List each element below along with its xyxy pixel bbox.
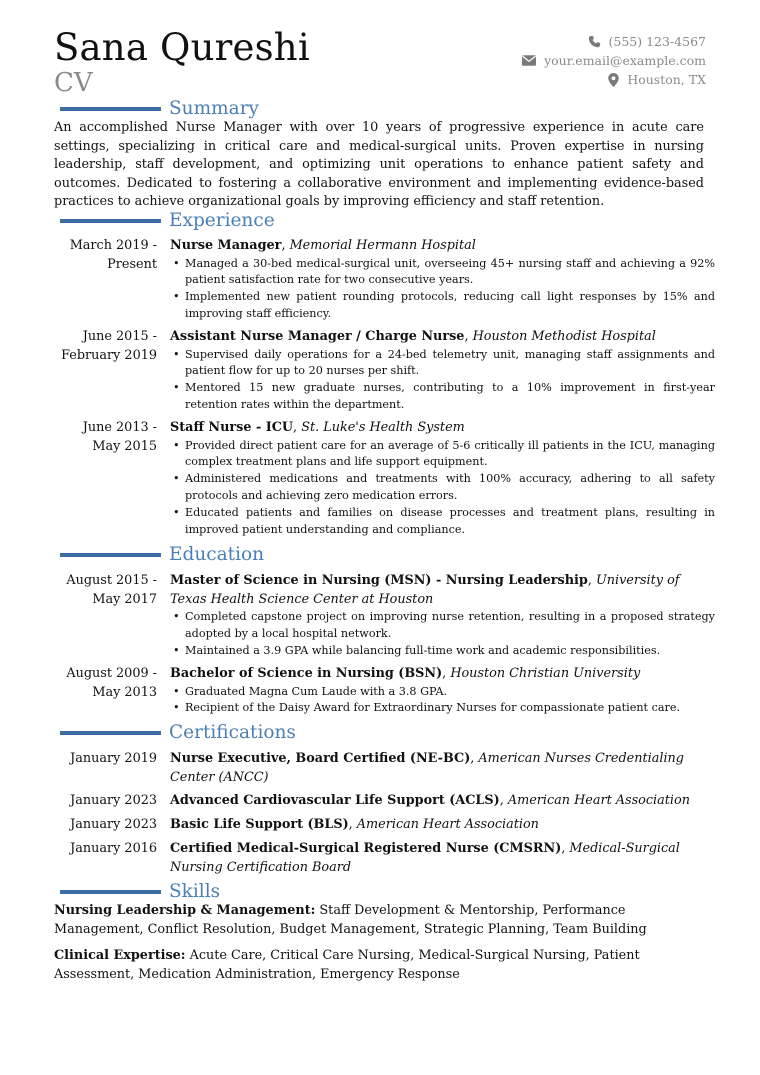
section-title: Certifications <box>169 722 296 743</box>
bullet-list <box>170 684 715 718</box>
skill-group-text: Acute Care, Critical Care Nursing, Medical-Surgical Nursing, Patient Assessment, Medication Administration, Emergency Response <box>54 948 640 982</box>
entry-date <box>54 237 157 274</box>
list-item: • Supervised daily operations for a 24-bed telemetry unit, managing staff assignments and patient flow for up to 20 nurses per shift. <box>170 347 715 381</box>
skills-section-header <box>60 880 720 904</box>
issuer: American Heart Association <box>356 817 539 832</box>
section-accent-bar <box>60 890 161 894</box>
contact-block <box>522 32 706 89</box>
entry-body <box>170 750 715 787</box>
employer: Memorial Hermann Hospital <box>289 238 476 253</box>
entry-date: January 2023 <box>70 793 157 808</box>
experience-section-header <box>60 209 720 233</box>
issuer: American Nurses Credentialing Center (ANCC) <box>170 751 684 785</box>
list-item: • Graduated Magna Cum Laude with a 3.8 GPA. <box>170 684 715 701</box>
entry-title: Basic Life Support (BLS), American Heart Association <box>170 817 539 832</box>
entry-title: Nurse Executive, Board Certified (NE-BC), American Nurses Credentialing Center (ANCC) <box>170 751 684 785</box>
job-title: Nurse Manager <box>170 238 282 253</box>
candidate-name: Sana Qureshi <box>54 26 310 69</box>
section-accent-bar <box>60 219 161 223</box>
list-item: • Educated patients and families on disease processes and treatment plans, resulting in improved patient understanding and compliance. <box>170 505 715 539</box>
date-end: Present <box>107 256 157 272</box>
skill-group <box>54 947 704 984</box>
issuer: Medical-Surgical Nursing Certification Board <box>170 841 680 875</box>
entry-body <box>170 419 715 538</box>
email-text: your.email@example.com <box>544 53 706 68</box>
job-title: Staff Nurse - ICU <box>170 420 294 435</box>
list-item: • Managed a 30-bed medical-surgical unit, overseeing 45+ nursing staff and achieving a 92% patient satisfaction rate for two consecutive years. <box>170 256 715 290</box>
bullet-list <box>170 256 715 323</box>
entry-body <box>170 665 715 717</box>
list-item: • Implemented new patient rounding protocols, reducing call light responses by 15% and improving staff efficiency. <box>170 289 715 323</box>
skill-group-label: Clinical Expertise: <box>54 948 186 963</box>
entry-body <box>170 328 715 414</box>
date-start: March 2019 - <box>69 238 157 253</box>
employer: Houston Methodist Hospital <box>472 329 656 344</box>
date-end: May 2013 <box>92 684 157 700</box>
certifications-section-header <box>60 721 720 745</box>
section-accent-bar <box>60 107 161 111</box>
date-end: May 2015 <box>92 438 157 454</box>
entry-body <box>170 237 715 323</box>
entry-title: Assistant Nurse Manager / Charge Nurse, Houston Methodist Hospital <box>170 329 656 344</box>
list-item: • Administered medications and treatments with 100% accuracy, adhering to all safety protocols and achieving zero medication errors. <box>170 471 715 505</box>
bullet-list <box>170 609 715 659</box>
entry-body <box>170 840 715 877</box>
issuer: American Heart Association <box>507 793 690 808</box>
location-text: Houston, TX <box>627 72 706 87</box>
list-item: • Mentored 15 new graduate nurses, contributing to a 10% improvement in first-year retention rates within the department. <box>170 380 715 414</box>
entry-date <box>54 328 157 365</box>
skill-group-text: Staff Development & Mentorship, Performance Management, Conflict Resolution, Budget Management, Strategic Planning, Team Building <box>54 903 647 937</box>
entry-date <box>54 572 157 609</box>
education-section-header <box>60 543 720 567</box>
document-subtitle: CV <box>54 68 93 98</box>
date-start: August 2015 - <box>66 573 157 588</box>
entry-body <box>170 816 715 835</box>
date-end: February 2019 <box>61 347 157 363</box>
certification-title: Certified Medical-Surgical Registered Nurse (CMSRN) <box>170 841 562 856</box>
skill-group-label: Nursing Leadership & Management: <box>54 903 316 918</box>
entry-title: Staff Nurse - ICU, St. Luke's Health System <box>170 420 465 435</box>
date-end: May 2017 <box>92 591 157 607</box>
job-title: Assistant Nurse Manager / Charge Nurse <box>170 329 465 344</box>
entry-date <box>54 665 157 702</box>
certification-title: Nurse Executive, Board Certified (NE-BC) <box>170 751 471 766</box>
list-item: • Maintained a 3.9 GPA while balancing full-time work and academic responsibilities. <box>170 643 715 660</box>
entry-title: Nurse Manager, Memorial Hermann Hospital <box>170 238 476 253</box>
section-accent-bar <box>60 731 161 735</box>
section-title: Education <box>169 544 265 565</box>
entry-body <box>170 572 715 660</box>
entry-title: Advanced Cardiovascular Life Support (ACLS), American Heart Association <box>170 793 690 808</box>
certification-title: Advanced Cardiovascular Life Support (ACLS) <box>170 793 500 808</box>
phone-text: (555) 123-4567 <box>608 34 706 49</box>
employer: St. Luke's Health System <box>301 420 465 435</box>
contact-phone <box>522 32 706 51</box>
entry-date <box>54 419 157 456</box>
date-start: June 2015 - <box>82 329 157 344</box>
date-start: August 2009 - <box>66 666 157 681</box>
entry-date: January 2016 <box>70 841 157 856</box>
contact-email <box>522 51 706 70</box>
summary-section-header <box>60 97 720 121</box>
date-start: June 2013 - <box>82 420 157 435</box>
section-title: Skills <box>169 881 221 902</box>
bullet-list <box>170 347 715 414</box>
section-title: Summary <box>169 98 259 119</box>
list-item: • Completed capstone project on improving nurse retention, resulting in a proposed strategy adopted by a local hospital network. <box>170 609 715 643</box>
list-item: • Provided direct patient care for an average of 5-6 critically ill patients in the ICU, managing complex treatment plans and life support equipment. <box>170 438 715 472</box>
map-pin-icon <box>608 73 619 87</box>
section-title: Experience <box>169 210 275 231</box>
section-accent-bar <box>60 553 161 557</box>
phone-icon <box>588 35 601 48</box>
entry-title: Certified Medical-Surgical Registered Nurse (CMSRN), Medical-Surgical Nursing Certification Board <box>170 841 680 875</box>
entry-date: January 2019 <box>70 751 157 766</box>
envelope-icon <box>522 55 536 66</box>
summary-text: An accomplished Nurse Manager with over 10 years of progressive experience in acute care settings, specializing in critical care and medical-surgical units. Proven expertise in nursing leadership, staff development, and optimizing unit operations to enhance patient safety and outcomes. Dedicated to fostering a collaborative environment and implementing evidence-based practices to achieve organizational goals by improving efficiency and staff retention. <box>54 120 704 210</box>
entry-title: Master of Science in Nursing (MSN) - Nursing Leadership, University of Texas Health Science Center at Houston <box>170 573 680 607</box>
skill-group <box>54 902 704 939</box>
degree-title: Bachelor of Science in Nursing (BSN) <box>170 666 443 681</box>
institution: Houston Christian University <box>450 666 641 681</box>
institution: University of Texas Health Science Center at Houston <box>170 573 680 607</box>
contact-location <box>522 70 706 89</box>
entry-title: Bachelor of Science in Nursing (BSN), Houston Christian University <box>170 666 641 681</box>
entry-body <box>170 792 715 811</box>
certification-title: Basic Life Support (BLS) <box>170 817 349 832</box>
entry-date: January 2023 <box>70 817 157 832</box>
degree-title: Master of Science in Nursing (MSN) - Nursing Leadership <box>170 573 588 588</box>
bullet-list <box>170 438 715 539</box>
list-item: • Recipient of the Daisy Award for Extraordinary Nurses for compassionate patient care. <box>170 700 715 717</box>
